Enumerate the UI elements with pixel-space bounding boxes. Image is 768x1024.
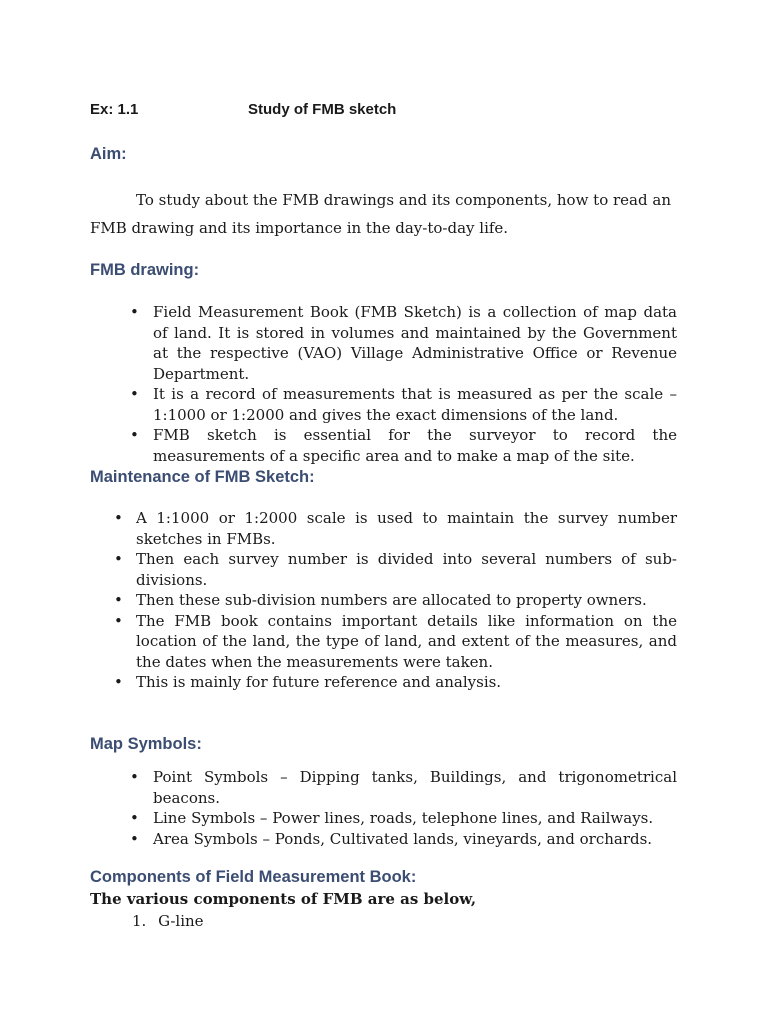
list-item: G-line — [158, 912, 204, 930]
list-item: • Point Symbols – Dipping tanks, Buildings, and trigonometrical beacons. — [153, 767, 677, 808]
list-item: • FMB sketch is essential for the surveyor to record the measurements of a specific area and to make a map of the site. — [153, 425, 677, 466]
aim-heading: Aim: — [90, 145, 127, 163]
maintenance-heading: Maintenance of FMB Sketch: — [90, 468, 315, 486]
fmb-drawing-heading: FMB drawing: — [90, 261, 200, 279]
list-item: • Then each survey number is divided into several numbers of sub-divisions. — [136, 549, 677, 590]
exercise-title: Study of FMB sketch — [248, 101, 397, 118]
list-item: • Line Symbols – Power lines, roads, telephone lines, and Railways. — [153, 808, 677, 829]
map-symbols-heading: Map Symbols: — [90, 735, 202, 753]
maintenance-list — [136, 508, 677, 693]
aim-line-2: FMB drawing and its importance in the day-to-day life. — [90, 219, 509, 237]
aim-line-1: To study about the FMB drawings and its components, how to read an — [136, 191, 671, 209]
list-item: • This is mainly for future reference and analysis. — [136, 672, 677, 693]
list-item: • Then these sub-division numbers are allocated to property owners. — [136, 590, 677, 611]
components-list — [132, 911, 204, 931]
list-item: • It is a record of measurements that is measured as per the scale – 1:1000 or 1:2000 and gives the exact dimensions of the land. — [153, 384, 677, 425]
aim-paragraph — [90, 186, 680, 242]
list-item: • Field Measurement Book (FMB Sketch) is a collection of map data of land. It is stored in volumes and maintained by the Government at the respective (VAO) Village Administrative Office or Revenue Department. — [153, 302, 677, 384]
fmb-drawing-list — [153, 302, 677, 466]
list-item: • Area Symbols – Ponds, Cultivated lands, vineyards, and orchards. — [153, 829, 677, 850]
map-symbols-list — [153, 767, 677, 849]
list-item: • A 1:1000 or 1:2000 scale is used to maintain the survey number sketches in FMBs. — [136, 508, 677, 549]
list-marker: 1. — [132, 912, 147, 930]
components-heading: Components of Field Measurement Book: — [90, 868, 417, 886]
exercise-number: Ex: 1.1 — [90, 101, 139, 118]
list-item: • The FMB book contains important details like information on the location of the land, the type of land, and extent of the measures, and the dates when the measurements were taken. — [136, 611, 677, 673]
components-intro: The various components of FMB are as below, — [90, 890, 477, 908]
